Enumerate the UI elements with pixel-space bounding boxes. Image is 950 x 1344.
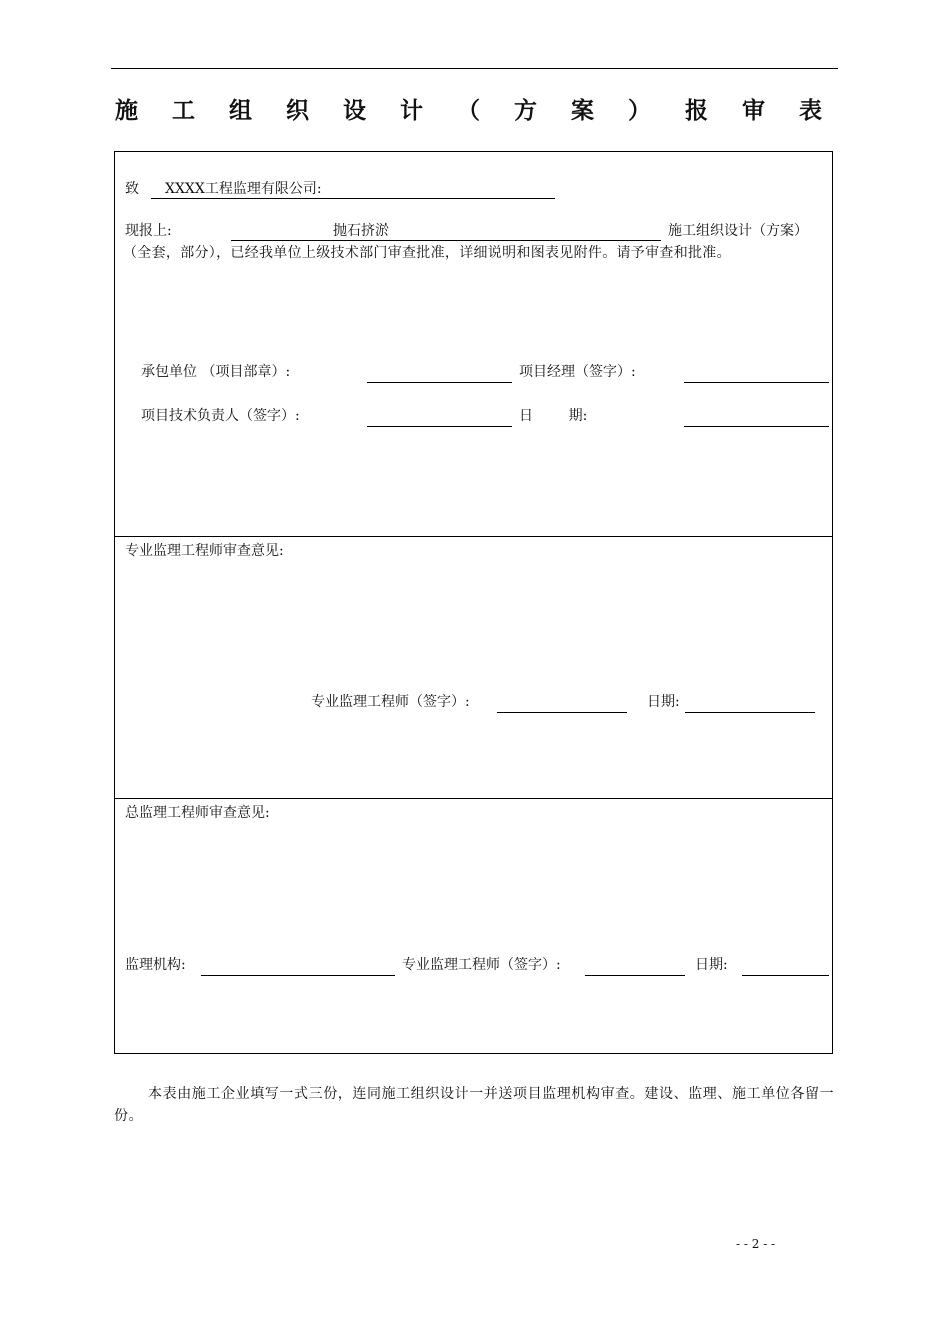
specialist-signature-field[interactable]: [497, 712, 627, 713]
form-title: 施 工 组 织 设 计 （ 方 案 ） 报 审 表: [114, 98, 836, 124]
header-rule: [111, 68, 838, 69]
recipient-field[interactable]: [151, 198, 555, 199]
submission-section: [114, 151, 833, 537]
specialist-review-section: [114, 536, 833, 799]
org-label: 监理机构:: [125, 957, 186, 973]
recipient-text: XXXX工程监理有限公司:: [165, 181, 322, 197]
specialist-sign-label: 专业监理工程师（签字）:: [311, 694, 470, 710]
footnote: 本表由施工企业填写一式三份，连同施工组织设计一并送项目监理机构审查。建设、监理、施工单位各留一份。: [114, 1086, 835, 1124]
report-prefix: 现报上:: [125, 223, 172, 239]
report-body: （全套，部分），已经我单位上级技术部门审查批准，详细说明和图表见附件。请予审查和批准。: [123, 245, 731, 261]
contractor-unit-label: 承包单位 （项目部章）:: [141, 364, 291, 380]
doc-type: 施工组织设计（方案）: [668, 223, 808, 239]
specialist-date-field[interactable]: [685, 712, 815, 713]
chief-date-field[interactable]: [742, 975, 829, 976]
specialist-heading: 专业监理工程师审查意见:: [125, 543, 284, 559]
project-field[interactable]: [231, 240, 661, 241]
manager-label: 项目经理（签字）:: [519, 364, 636, 380]
tech-lead-label: 项目技术负责人（签字）:: [141, 408, 300, 424]
chief-date-label: 日期:: [695, 957, 728, 973]
chief-sign-label: 专业监理工程师（签字）:: [402, 957, 561, 973]
project-name: 抛石挤淤: [333, 223, 389, 239]
manager-signature-field[interactable]: [684, 382, 829, 383]
page-number: - - 2 - -: [736, 1237, 776, 1251]
to-label: 致: [125, 181, 139, 197]
tech-lead-signature-field[interactable]: [367, 426, 512, 427]
chief-review-section: [114, 798, 833, 1054]
contractor-date-label: 日 期:: [519, 408, 588, 424]
org-field[interactable]: [201, 975, 395, 976]
specialist-date-label: 日期:: [647, 694, 680, 710]
contractor-date-field[interactable]: [684, 426, 829, 427]
contractor-unit-field[interactable]: [367, 382, 512, 383]
chief-signature-field[interactable]: [585, 975, 685, 976]
chief-heading: 总监理工程师审查意见:: [125, 805, 270, 821]
